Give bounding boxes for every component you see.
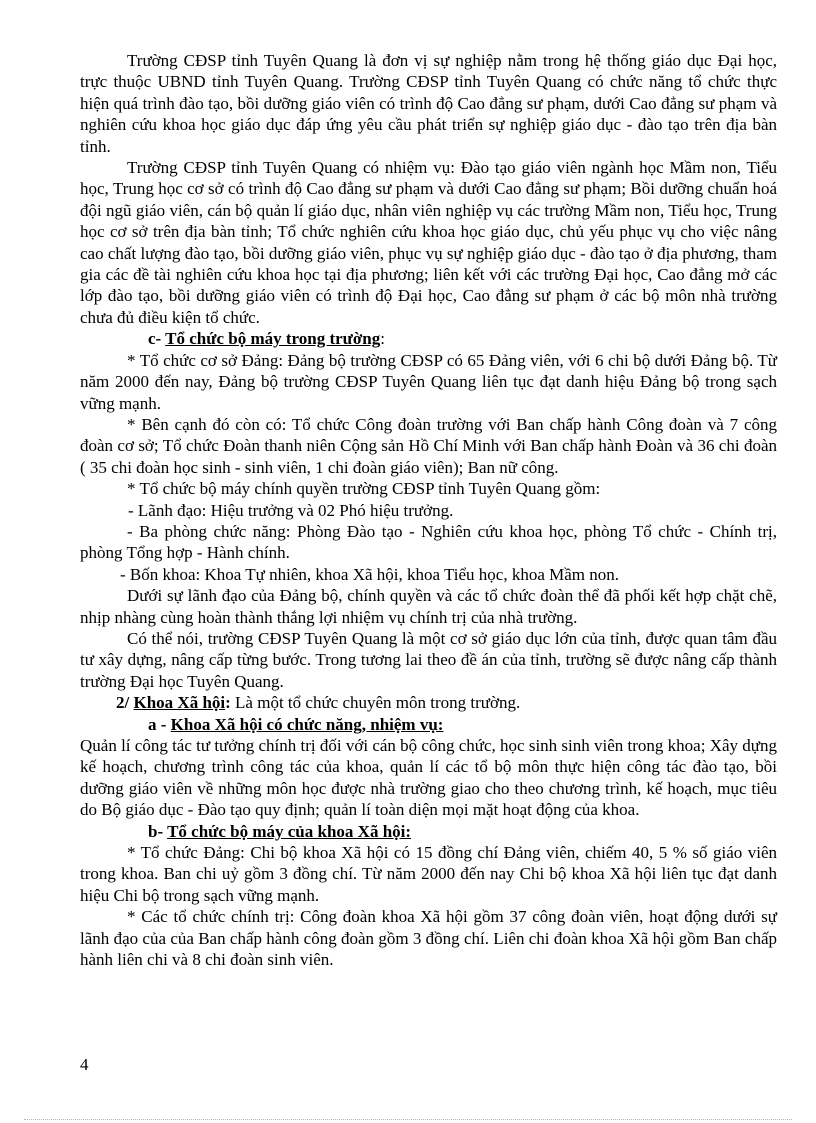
list-item-departments: - Ba phòng chức năng: Phòng Đào tạo - Nghiên cứu khoa học, phòng Tổ chức - Chính trị, phòng Tổng hợp - Hành chính. <box>80 521 777 563</box>
paragraph-leadership-coordination: Dưới sự lãnh đạo của Đảng bộ, chính quyền và các tổ chức đoàn thể đã phối kết hợp chặt chẽ, nhịp nhàng cùng hoàn thành thắng lợi nhiệm vụ chính trị của nhà trường. <box>80 586 777 627</box>
heading-c-prefix: c- <box>148 329 166 349</box>
paragraph-government-structure: * Tổ chức bộ máy chính quyền trường CĐSP tỉnh Tuyên Quang gồm: <box>127 479 601 499</box>
paragraph-union-organization: * Bên cạnh đó còn có: Tổ chức Công đoàn trường với Ban chấp hành Công đoàn và 7 công đoàn cơ sở; Tổ chức Đoàn thanh niên Cộng sản Hồ Chí Minh với Ban chấp hành Đoàn và 36 chi đoàn ( 35 chi đoàn học sinh - sinh viên, 1 chi đoàn giáo viên); Ban nữ công. <box>80 414 777 477</box>
heading-school-organization <box>80 328 777 349</box>
page-bottom-divider <box>24 1119 792 1120</box>
paragraph-faculty-political: * Các tổ chức chính trị: Công đoàn khoa Xã hội gồm 37 công đoàn viên, hoạt động dưới sự lãnh đạo của của Ban chấp hành công đoàn gồm 3 đồng chí. Liên chi đoàn khoa Xã hội gồm Ban chấp hành liên chi và 8 chi đoàn sinh viên. <box>80 907 777 970</box>
paragraph-school-duties: Trường CĐSP tỉnh Tuyên Quang có nhiệm vụ: Đào tạo giáo viên ngành học Mầm non, Tiểu học, Trung học cơ sở có trình độ Cao đẳng sư phạm và dưới Cao đẳng sư phạm; Bồi dưỡng chuẩn hoá đội ngũ giáo viên, cán bộ quản lí giáo dục, nhân viên nghiệp vụ các trường Mầm non, Tiểu học, Trung học cơ sở trên địa bàn tỉnh; Tổ chức nghiên cứu khoa học giáo dục, chủ yếu phục vụ cho việc nâng cao chất lượng đào tạo, bồi dưỡng giáo viên, phục vụ sự nghiệp giáo dục - đào tạo ở địa phương, tham gia các đề tài nghiên cứu khoa học tại địa phương; liên kết với các trường Đại học, Cao đẳng mở các lớp đào tạo, bồi dưỡng giáo viên có trình độ Đại học, Cao đẳng sư phạm ở các bộ môn nhà trường chưa đủ điều kiện tổ chức. <box>80 158 777 327</box>
heading-faculty-functions <box>80 714 777 735</box>
paragraph-party-organization: * Tổ chức cơ sở Đảng: Đảng bộ trường CĐSP có 65 Đảng viên, với 6 chi bộ dưới Đảng bộ. Từ năm 2000 đến nay, Đảng bộ trường CĐSP Tuyên Quang liên tục đạt danh hiệu Đảng bộ trong sạch vững mạnh. <box>80 350 777 413</box>
heading-2-colon: : <box>225 693 231 713</box>
heading-c-title: Tổ chức bộ máy trong trường <box>165 329 381 349</box>
heading-a-prefix: a - <box>148 714 171 734</box>
paragraph-faculty-duties: Quản lí công tác tư tưởng chính trị đối với cán bộ công chức, học sinh sinh viên trong khoa; Xây dựng kế hoạch, chương trình công tác của khoa, quản lí các tổ bộ môn thực hiện công tác đào tạo, bồi dưỡng giáo viên về những môn học được nhà trường giao cho theo chương trình, kế hoạch, mục tiêu do Bộ giáo dục - Đào tạo quy định; quản lí toàn diện mọi mặt hoạt động của khoa. <box>80 736 777 820</box>
paragraph-faculty-party: * Tổ chức Đảng: Chi bộ khoa Xã hội có 15 đồng chí Đảng viên, chiếm 40, 5 % số giáo viên trong khoa. Ban chi uỷ gồm 3 đồng chí. Từ năm 2000 đến nay Chi bộ khoa Xã hội liên tục đạt danh hiệu Chi bộ trong sạch vững mạnh. <box>80 843 777 905</box>
heading-faculty-organization <box>80 821 777 842</box>
heading-2-rest: Là một tổ chức chuyên môn trong trường. <box>230 693 521 713</box>
heading-2-prefix: 2/ <box>116 693 134 713</box>
page-number: 4 <box>80 1055 89 1074</box>
heading-a-title: Khoa Xã hội có chức năng, nhiệm vụ: <box>170 714 444 734</box>
heading-social-faculty <box>80 692 777 713</box>
list-item-leadership: - Lãnh đạo: Hiệu trưởng và 02 Phó hiệu trưởng. <box>128 500 454 520</box>
paragraph-school-overview: Trường CĐSP tỉnh Tuyên Quang là đơn vị sự nghiệp nằm trong hệ thống giáo dục Đại học, trực thuộc UBND tỉnh Tuyên Quang. Trường CĐSP tỉnh Tuyên Quang có chức năng tổ chức thực hiện quá trình đào tạo, bồi dưỡng giáo viên có trình độ Cao đẳng sư phạm, dưới Cao đẳng sư phạm và nghiên cứu khoa học giáo dục đáp ứng yêu cầu phát triển sự nghiệp giáo dục - đào tạo trên địa bàn tỉnh. <box>80 51 777 156</box>
heading-c-suffix: : <box>380 329 385 349</box>
document-body <box>80 50 777 970</box>
paragraph-future-upgrade: Có thể nói, trường CĐSP Tuyên Quang là một cơ sở giáo dục lớn của tỉnh, được quan tâm đầu tư xây dựng, nâng cấp từng bước. Trong tương lai theo đề án của tỉnh, trường sẽ được nâng cấp thành trường Đại học Tuyên Quang. <box>80 628 777 691</box>
list-item-faculties: - Bốn khoa: Khoa Tự nhiên, khoa Xã hội, khoa Tiểu học, khoa Mầm non. <box>120 564 620 584</box>
heading-2-title: Khoa Xã hội <box>133 693 226 713</box>
heading-b-prefix: b- <box>148 821 168 841</box>
heading-b-title: Tổ chức bộ máy của khoa Xã hội: <box>167 821 412 841</box>
